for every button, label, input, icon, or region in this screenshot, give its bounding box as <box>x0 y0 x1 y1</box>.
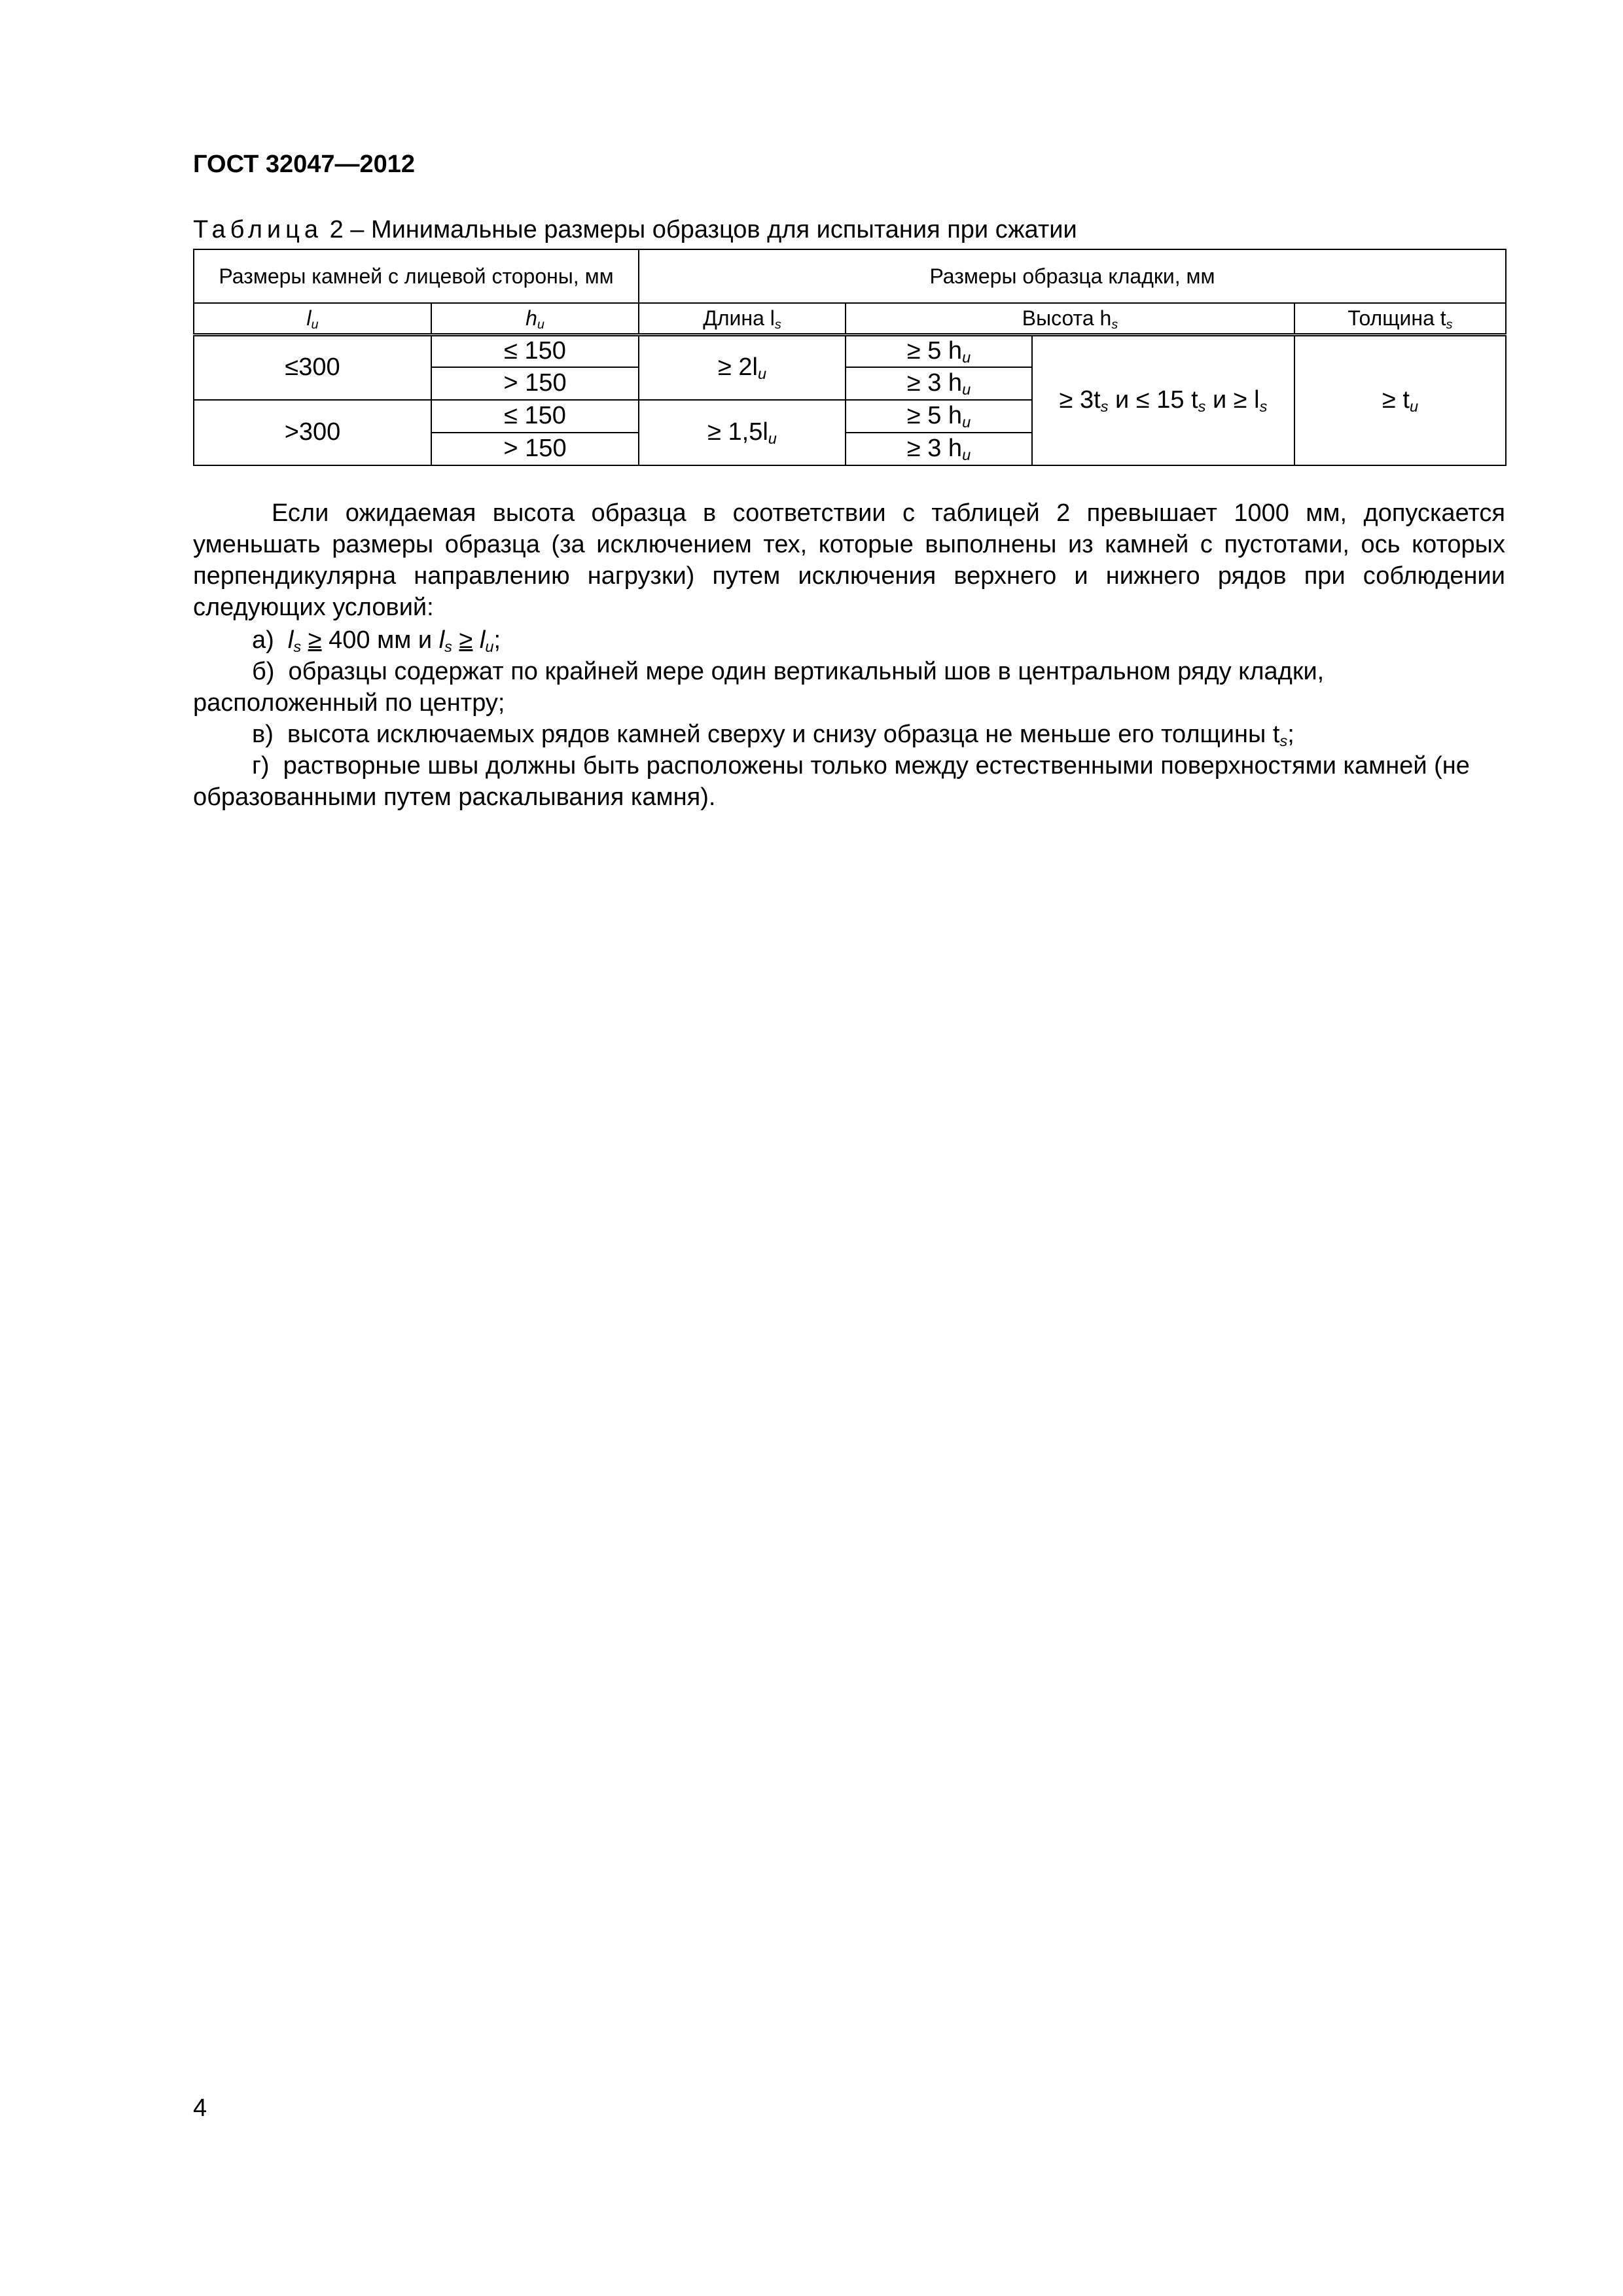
cell-height-limit: ≥ $3t_s$ и ≤ 15 $t_s$ $и \ge l_s$ <box>1032 334 1294 465</box>
table-caption-word: Таблица <box>193 216 323 243</box>
cell-lu-le300: ≤300 <box>194 334 431 400</box>
cell-hu: > 150 <box>431 367 639 400</box>
header-hu: $h_u$ <box>431 303 639 334</box>
header-lu: $l_u$ <box>194 303 431 334</box>
cell-height: ≥ 5 $h_u$ <box>846 334 1032 367</box>
header-height: Высота $h_s$ <box>846 303 1294 334</box>
body-paragraph: Если ожидаемая высота образца в соответствии с таблицей 2 превышает 1000 мм, допускается уменьшать размеры образца (за исключением тех, которые выполнены из камней с пустотами, ось которых перпендикулярна направлению нагрузки) путем исключения верхнего и нижнего рядов при соблюдении следующих условий: <box>193 499 1505 621</box>
header-specimen-sizes: Размеры образца кладки, мм <box>639 249 1506 303</box>
page-number: 4 <box>193 2094 207 2122</box>
cell-length: ≥ $2l_u$ <box>639 334 846 400</box>
header-stone-sizes: Размеры камней с лицевой стороны, мм <box>194 249 639 303</box>
list-item-g: г) растворные швы должны быть расположены только между естественными поверхностями камней (не образованными путем раскалывания камня). <box>193 752 1470 811</box>
cell-hu: > 150 <box>431 433 639 465</box>
list-item-v: в) высота исключаемых рядов камней сверху и снизу образца не меньше его толщины $t_s$; <box>252 721 1294 749</box>
cell-height: ≥ 3 $h_u$ <box>846 367 1032 400</box>
specimen-size-table <box>193 249 1507 466</box>
cell-length: ≥ $1,5l_u$ <box>639 400 846 465</box>
table-caption <box>193 216 1077 244</box>
cell-hu: ≤ 150 <box>431 334 639 367</box>
table-caption-title: 2 – Минимальные размеры образцов для испытания при сжатии <box>329 216 1077 243</box>
cell-thickness: ≥ $t_u$ <box>1294 334 1506 465</box>
header-length: Длина $l_s$ <box>639 303 846 334</box>
table-row <box>194 334 1506 367</box>
list-item-b: б) образцы содержат по крайней мере один вертикальный шов в центральном ряду кладки, расположенный по центру; <box>193 658 1325 717</box>
cell-lu-gt300: >300 <box>194 400 431 465</box>
cell-height: ≥ 3 $h_u$ <box>846 433 1032 465</box>
cell-hu: ≤ 150 <box>431 400 639 433</box>
document-header: ГОСТ 32047—2012 <box>193 151 416 178</box>
cell-height: ≥ 5 $h_u$ <box>846 400 1032 433</box>
table-group-header-row <box>194 249 1506 303</box>
table-column-header-row <box>194 303 1506 334</box>
header-thickness: Толщина $t_s$ <box>1294 303 1506 334</box>
list-item-a: а) $l_s \ge 400$ мм и $l_s \ge l_u$; <box>252 626 501 655</box>
